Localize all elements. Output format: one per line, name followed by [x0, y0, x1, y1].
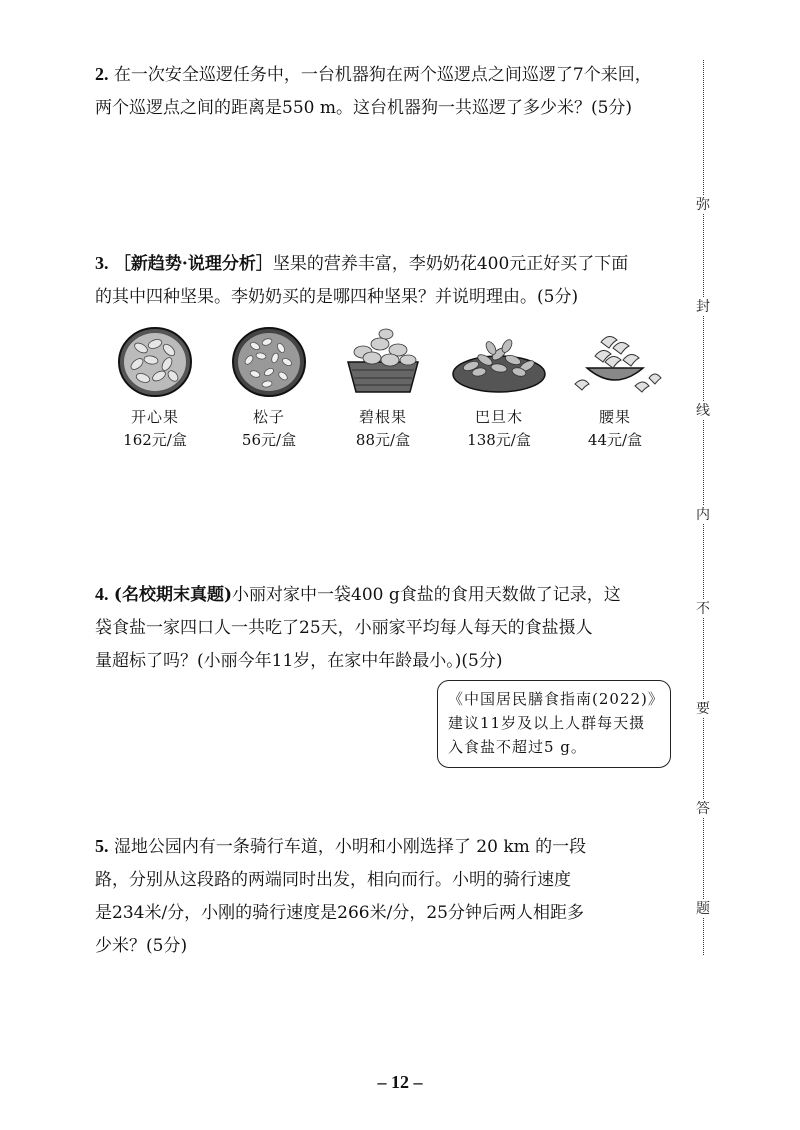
nut-pistachio: [100, 322, 210, 450]
question-number: 2.: [95, 64, 109, 84]
question-5-line-2: 路，分别从这段路的两端同时出发，相向而行。小明的骑行速度: [95, 870, 571, 890]
nut-pecan: [328, 322, 438, 450]
pine-nut-image: [229, 322, 309, 398]
question-text: 坚果的营养丰富，李奶奶花400元正好买了下面: [272, 254, 629, 274]
question-3-line-1: [95, 247, 695, 281]
nut-price: 138元/盒: [467, 431, 531, 449]
seal-char: 不: [690, 600, 716, 618]
nut-price: 44元/盒: [587, 431, 643, 449]
question-tag: (名校期末真题): [113, 585, 232, 605]
nut-pine: [214, 322, 324, 450]
seal-char: 封: [690, 298, 716, 316]
pecan-image: [338, 322, 428, 398]
nut-almond: [444, 322, 554, 450]
dietary-guideline-note: [437, 680, 671, 768]
question-text: 在一次安全巡逻任务中，一台机器狗在两个巡逻点之间巡逻了7个来回，: [113, 65, 652, 85]
seal-char: 题: [690, 900, 716, 918]
question-4: [95, 578, 695, 678]
seal-char: 线: [690, 402, 716, 420]
question-5-line-3: 是234米/分，小刚的骑行速度是266米/分，25分钟后两人相距多: [95, 903, 584, 923]
cashew-image: [565, 322, 665, 398]
question-4-line-3: 量超标了吗？(小丽今年11岁，在家中年龄最小。)(5分): [95, 651, 503, 671]
question-4-line-1: [95, 578, 695, 612]
question-3-line-2: 的其中四种坚果。李奶奶买的是哪四种坚果？并说明理由。(5分): [95, 287, 579, 307]
nut-name: 腰果: [598, 408, 631, 426]
note-line: 建议11岁及以上人群每天摄: [448, 714, 646, 732]
nut-options: [100, 322, 690, 452]
seal-char: 答: [690, 800, 716, 818]
question-4-line-2: 袋食盐一家四口人一共吃了25天，小丽家平均每人每天的食盐摄人: [95, 618, 593, 638]
question-5-line-4: 少米？(5分): [95, 936, 188, 956]
almond-image: [449, 322, 549, 398]
question-5: [95, 830, 695, 963]
question-3: [95, 247, 695, 314]
question-5-line-1: [95, 830, 695, 864]
page-number: – 12 –: [377, 1072, 423, 1092]
nut-name: 松子: [252, 408, 285, 426]
question-2-line-2: 两个巡逻点之间的距离是550 m。这台机器狗一共巡逻了多少米？(5分): [95, 98, 633, 118]
question-text: 小丽对家中一袋400 g食盐的食用天数做了记录，这: [232, 585, 621, 605]
seal-char: 内: [690, 506, 716, 524]
question-2-line-1: [95, 58, 695, 92]
nut-name: 巴旦木: [474, 408, 523, 426]
seal-char: 要: [690, 700, 716, 718]
nut-name: 碧根果: [358, 408, 407, 426]
question-number: 4.: [95, 584, 109, 604]
question-number: 3.: [95, 253, 109, 273]
nut-price: 88元/盒: [355, 431, 411, 449]
note-line: 《中国居民膳食指南(2022)》: [448, 690, 664, 708]
question-tag: ［新趋势·说理分析］: [113, 254, 273, 274]
seal-char: 弥: [690, 196, 716, 214]
question-2: [95, 58, 695, 125]
nut-cashew: [560, 322, 670, 450]
nut-name: 开心果: [130, 408, 179, 426]
note-line: 入食盐不超过5 g。: [448, 738, 587, 756]
question-text: 湿地公园内有一条骑行车道，小明和小刚选择了 20 km 的一段: [113, 837, 587, 857]
question-number: 5.: [95, 836, 109, 856]
nut-price: 162元/盒: [123, 431, 187, 449]
pistachio-image: [115, 322, 195, 398]
nut-price: 56元/盒: [241, 431, 297, 449]
